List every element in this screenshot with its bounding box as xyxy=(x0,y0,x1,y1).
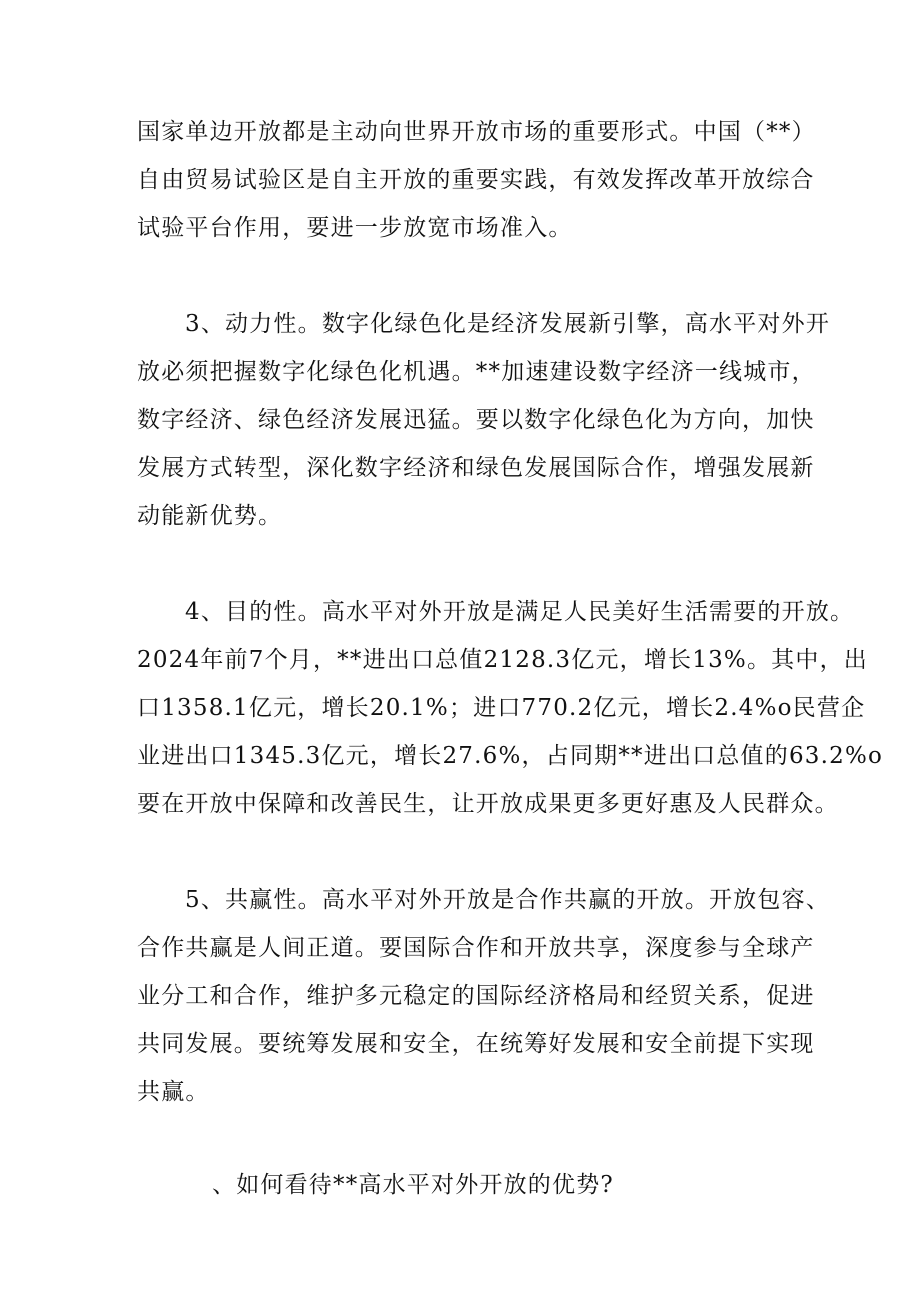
text-line: 动能新优势。 xyxy=(137,503,283,529)
text-line: 合作共赢是人间正道。要国际合作和开放共享，深度参与全球产 xyxy=(137,935,815,961)
text-line: 共赢。 xyxy=(137,1079,210,1105)
text-line: 共同发展。要统筹发展和安全，在统筹好发展和安全前提下实现 xyxy=(137,1031,815,1057)
text-line: 试验平台作用，要进一步放宽市场准入。 xyxy=(137,215,573,241)
text-line: 放必须把握数字化绿色化机遇。**加速建设数字经济一线城市， xyxy=(137,359,816,385)
section-heading: 、如何看待**高水平对外开放的优势? xyxy=(212,1172,614,1198)
text-line: 发展方式转型，深化数字经济和绿色发展国际合作，增强发展新 xyxy=(137,455,815,481)
text-line: 数字经济、绿色经济发展迅猛。要以数字化绿色化为方向，加快 xyxy=(137,407,815,433)
text-line: 业进出口1345.3亿元，增长27.6%，占同期**进出口总值的63.2%o xyxy=(137,743,884,769)
text-line: 2024年前7个月，**进出口总值2128.3亿元，增长13%。其中，出 xyxy=(137,647,868,673)
text-line: 自由贸易试验区是自主开放的重要实践，有效发挥改革开放综合 xyxy=(137,167,815,193)
text-line: 要在开放中保障和改善民生，让开放成果更多更好惠及人民群众。 xyxy=(137,791,839,817)
text-line: 5、共赢性。高水平对外开放是合作共赢的开放。开放包容、 xyxy=(185,887,831,913)
text-line: 口1358.1亿元，增长20.1%；进口770.2亿元，增长2.4%o民营企 xyxy=(137,695,866,721)
text-line: 国家单边开放都是主动向世界开放市场的重要形式。中国（**） xyxy=(137,119,816,145)
text-line: 3、动力性。数字化绿色化是经济发展新引擎，高水平对外开 xyxy=(185,311,831,337)
text-line: 4、目的性。高水平对外开放是满足人民美好生活需要的开放。 xyxy=(185,599,855,625)
text-line: 业分工和合作，维护多元稳定的国际经济格局和经贸关系，促进 xyxy=(137,983,815,1009)
